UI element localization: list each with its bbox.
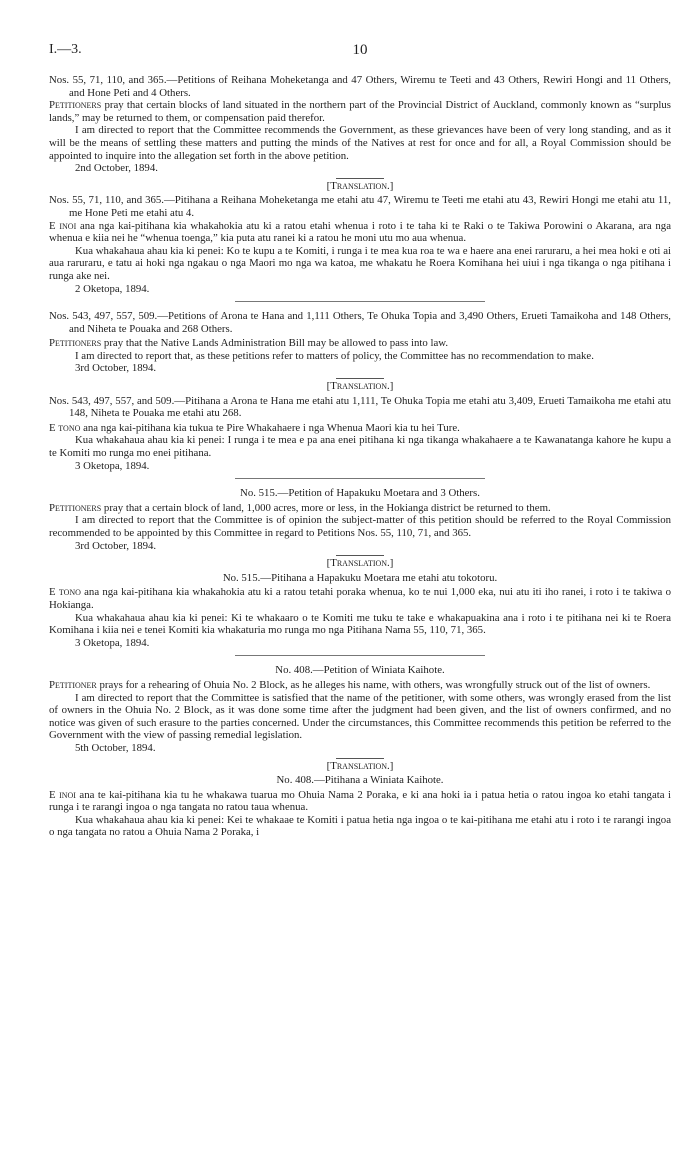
prayer-lead: Petitioners [49,99,102,112]
maori-prayer-text: ana nga kai-pitihana kia tukua te Pire Whakahaere i nga Whenua Maori kia tu hei Ture. [80,421,460,434]
prayer-lead: Petitioners [49,337,102,350]
petition-515-section [49,487,671,649]
petition-prayer [49,99,671,124]
maori-prayer [49,789,671,814]
maori-report: Kua whakahaua ahau kia ki penei: Ko te kupu a te Komiti, i runga i te mea kua roa te wa e haere ana enei raruraru, a hei mea hoki e oti ai aua raruraru, e tatu ai hoki nga ngakau o nga Maori mo nga wa katoa, me whakatu he Roera Komihana hei uiui i nga tikanga o nga pitihana i runga ake nei. [49,244,671,282]
maori-report: Kua whakahaua ahau kia ki penei: Ki te whakaaro o te Komiti me tuku te take e whakapuakina ana i roto i te pitihana nei ki te Roera Komihana i kiia nei e tenei Komiti kia whakaturia mo runga mo nga Pitihana Nama 55, 110, 71, 365. [49,611,671,637]
translation-label: [Translation.] [326,380,394,393]
committee-report: I am directed to report that, as these petitions refer to matters of policy, the Committee has no recommendation to make. [75,349,594,362]
petition-heading: No. 408.—Petition of Winiata Kaihote. [275,664,445,677]
petition-543-section [49,310,671,472]
petition-heading: Nos. 543, 497, 557, 509.—Petitions of Arona te Hana and 1,111 Others, Te Ohuka Topia and 3,490 Others, Erueti Tamaikoha and 148 Others, and Niheta te Pouaka and 268 Others. [49,310,671,335]
committee-report: I am directed to report that the Committee is of opinion the subject-matter of this petition should be referred to the Royal Commission recommended to be appointed by this Committee in regard to Petitions Nos. 55, 110, 71, and 365. [49,514,671,539]
prayer-text: pray that a certain block of land, 1,000 acres, more or less, in the Hokianga district be returned to them. [101,501,551,514]
report-date: 3rd October, 1894. [75,539,157,552]
translation-label: [Translation.] [326,557,394,570]
paper-reference: I.—3. [49,42,82,57]
maori-date: 2 Oketopa, 1894. [75,282,150,295]
maori-prayer [49,586,671,611]
maori-heading: Nos. 543, 497, 557, and 509.—Pitihana a Arona te Hana me etahi atu 1,111, Te Ohuka Topia me etahi atu 3,409, Erueti Tamaikoha me etahi atu 148, Niheta te Pouaka me etahi atu 268. [49,394,671,420]
maori-lead: E inoi [49,788,76,801]
committee-report: I am directed to report that the Committee recommends the Government, as these grievances have been of very long standing, and as it will be the means of settling these matters and putting the minds of the Natives at rest for once and for all, a Royal Commission should be appointed to inquire into the allegation set forth in the above petition. [49,124,671,162]
maori-heading: No. 515.—Pitihana a Hapakuku Moetara me etahi atu tokotoru. [222,571,498,584]
petition-prayer [49,337,671,350]
document-page [49,0,671,839]
committee-report: I am directed to report that the Committee is satisfied that the name of the petitioner, with some others, was wrongly erased from the list of owners in the Ohuia No. 2 Block, as it was done some time after the judgment had been given, and the list of owners confirmed, and no notice was given of such erasure to the parties concerned. Under the circumstances, this Committee recommends this petition be referred to the Government with the view of passing remedial legislation. [49,691,671,742]
translation-label: [Translation.] [326,179,394,192]
maori-prayer [49,220,671,245]
report-date: 3rd October, 1894. [75,362,157,375]
page-number: 10 [352,42,368,58]
petition-heading: No. 515.—Petition of Hapakuku Moetara and 3 Others. [240,487,480,500]
divider [336,555,384,556]
maori-prayer-text: ana nga kai-pitihana kia whakahokia atu ki a ratou etahi whenua i roto i te taha ki te Raki o te Takiwa Porowini o Akarana, ara nga whenua e kiia nei he “whenua toenga,” kia puta atu ranei ki a ratou he moni utu mo aua whenua. [49,219,671,245]
divider [336,178,384,179]
section-divider [235,655,485,656]
petition-55-section [49,74,671,295]
divider [336,378,384,379]
section-divider [235,301,485,302]
translation-label: [Translation.] [326,759,394,772]
report-date: 2nd October, 1894. [75,162,158,175]
petition-408-section [49,664,671,839]
maori-prayer [49,422,671,435]
maori-lead: E tono [49,586,81,599]
report-date: 5th October, 1894. [75,741,156,754]
maori-report: Kua whakahaua ahau kia ki penei: I runga i te mea e pa ana enei pitihana ki nga tikanga whakahaere a te Kawanatanga kahore he kupu a te Komiti mo runga mo enei pitihana. [49,434,671,460]
page-header [49,44,671,66]
maori-prayer-text: ana nga kai-pitihana kia whakahokia atu ki a ratou tetahi poraka whenua, ko te nui 1,000 eka, nui atu iti iho ranei, i roto i te takiwa o Hokianga. [49,586,671,611]
prayer-lead: Petitioners [49,501,102,514]
petition-prayer [49,502,671,515]
maori-report: Kua whakahaua ahau kia ki penei: Kei te whakaae te Komiti i patua hetia nga ingoa o te kai-pitihana me etahi atu i roto i te rarangi ingoa o nga tangata no ratou a Ohuia Nama 2 Poraka, i [49,813,671,839]
prayer-text: pray that the Native Lands Administration Bill may be allowed to pass into law. [101,337,449,350]
maori-heading: No. 408.—Pitihana a Winiata Kaihote. [276,774,444,787]
petition-prayer [49,679,671,692]
maori-date: 3 Oketopa, 1894. [75,636,150,649]
maori-lead: E tono [49,421,81,434]
maori-heading: Nos. 55, 71, 110, and 365.—Pitihana a Reihana Moheketanga me etahi atu 47, Wiremu te Teeti me etahi atu 43, Rewiri Hongi me etahi atu 11, me Hone Peti me etahi atu 4. [49,194,671,219]
maori-date: 3 Oketopa, 1894. [75,459,150,472]
prayer-lead: Petitioner [49,678,97,691]
petition-heading: Nos. 55, 71, 110, and 365.—Petitions of Reihana Moheketanga and 47 Others, Wiremu te Teeti and 43 Others, Rewiri Hongi and 11 Others, and Hone Peti and 4 Others. [49,74,671,99]
prayer-text: pray that certain blocks of land situated in the northern part of the Provincial District of Auckland, commonly known as “surplus lands,” may be returned to them, or compensation paid therefor. [49,99,671,124]
section-divider [235,478,485,479]
prayer-text: prays for a rehearing of Ohuia No. 2 Block, as he alleges his name, with others, was wrongfully struck out of the list of owners. [96,678,651,691]
maori-lead: E inoi [49,219,77,232]
divider [336,758,384,759]
maori-prayer-text: ana te kai-pitihana kia tu he whakawa tuarua mo Ohuia Nama 2 Poraka, e ki ana hoki ia i patua hetia o ratou ingoa ko etahi tangata i runga i te rarangi ingoa o nga tangata no ratou taua whenua. [49,788,671,814]
